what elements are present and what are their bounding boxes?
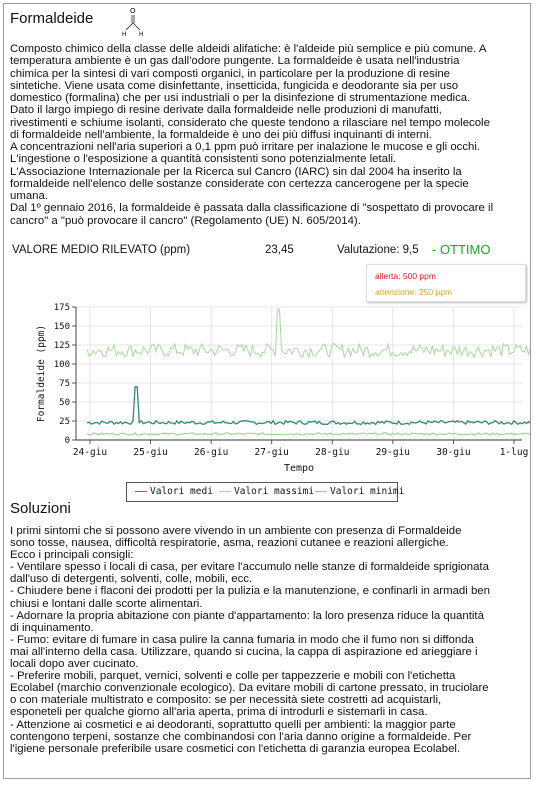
- x-tick-label: 1-lug: [499, 447, 529, 458]
- intro-line: temperatura ambiente è un gas dall'odore pungente. La formaldeide è usata nell'industria: [10, 55, 460, 68]
- page: [3, 3, 531, 779]
- legend-swatch: [219, 491, 231, 492]
- formaldehyde-molecule-icon: [121, 5, 145, 37]
- solution-line: mai all'interno della casa. Utilizzare, quando si cucina, la cappa di aspirazione ed arieggiare i: [10, 645, 478, 658]
- reading-label: VALORE MEDIO RILEVATO (ppm): [12, 244, 191, 256]
- solution-line: - Ventilare spesso i locali di casa, per evitare l'accumulo nelle stanze di formaldeide sprigionata: [10, 561, 489, 574]
- y-tick-label: 75: [59, 379, 70, 389]
- legend-item: [219, 486, 314, 497]
- y-tick-label: 100: [53, 360, 70, 370]
- y-tick-label: 50: [59, 398, 70, 408]
- solutions-title: Soluzioni: [10, 500, 71, 517]
- formaldehyde-chart: [4, 302, 530, 482]
- solution-line: - Chiudere bene i flaconi dei prodotti per la pulizia e la manutenzione, e confinarli in armadi ben: [10, 585, 490, 598]
- threshold-box: [366, 264, 526, 302]
- solution-line: sono tosse, nausea, difficoltà respiratorie, asma, reazioni cutanee e reazioni allergiche.: [10, 537, 449, 550]
- solution-line: l'igiene personale preferibile usare cosmetici con l'etichetta di garanzia europea Ecolabel.: [10, 742, 461, 755]
- svg-text:O: O: [130, 7, 136, 15]
- x-tick-label: 30-giu: [436, 447, 471, 458]
- y-tick-label: 25: [59, 417, 70, 427]
- legend-item: [135, 486, 213, 497]
- x-tick-label: 26-giu: [193, 447, 229, 458]
- solutions-paragraph: [10, 525, 522, 755]
- series-line-2: [87, 433, 530, 435]
- intro-line: domestico (formalina) che per usi industriali o per la disinfezione di strumentazione medica.: [10, 92, 471, 104]
- page-title: Formaldeide: [10, 10, 94, 27]
- intro-line: chimica per la sintesi di vari composti organici, in particolare per la produzione di resine: [10, 67, 451, 80]
- y-tick-label: 175: [53, 303, 70, 313]
- intro-line: Dal 1º gennaio 2016, la formaldeide è passata dalla classificazione di "sospettato di provocare il: [10, 202, 494, 215]
- reading-value: 23,45: [265, 244, 294, 256]
- intro-line: sintetiche. Viene usata come disinfettante, insetticida, fungicida e deodorante sia per uso: [10, 79, 459, 92]
- solution-line: Ecolabel (marchio convenzionale ecologico). Da evitare mobili di cartone pressato, in truciolare: [10, 682, 489, 695]
- solution-line: - Preferire mobili, parquet, vernici, solventi e colle per tappezzerie e mobili con l'etichetta: [10, 670, 456, 683]
- intro-line: Composto chimico della classe delle aldeidi alifatiche: è l'aldeide più semplice e più comune. A: [10, 43, 487, 55]
- intro-line: L'ingestione o l'esposizione a quantità consistenti sono potenzialmente letali.: [10, 153, 397, 166]
- legend-label: Valori massimi: [234, 486, 315, 497]
- intro-paragraph: [10, 43, 522, 227]
- rating-word: - OTTIMO: [432, 242, 491, 257]
- rating-label: Valutazione: 9,5: [337, 244, 419, 256]
- intro-line: rivestimenti e schiume isolanti, considerato che queste tendono a rilasciare nel tempo molecole: [10, 116, 490, 129]
- y-tick-label: 125: [53, 341, 70, 351]
- x-tick-label: 29-giu: [375, 447, 411, 458]
- intro-line: formaldeide nell'elenco delle sostanze considerate con certezza cancerogene per la specie: [10, 177, 469, 190]
- legend-label: Valori minimi: [330, 486, 405, 497]
- solution-line: Ecco i principali consigli:: [10, 549, 134, 562]
- x-tick-label: 27-giu: [254, 447, 289, 458]
- x-axis-label: Tempo: [283, 463, 315, 474]
- intro-line: L'Associazione Internazionale per la Ricerca sul Cancro (IARC) sin dal 2004 ha inserito la: [10, 165, 462, 178]
- solution-line: - Attenzione ai cosmetici e ai deodoranti, soprattutto quelli per ambienti: la maggior parte: [10, 718, 456, 731]
- intro-line: cancro" a "può provocare il cancro" (Regolamento (UE) N. 605/2014).: [10, 214, 361, 227]
- intro-line: A concentrazioni nell'aria superiori a 0,1 ppm può irritare per inalazione le mucose e gli occhi.: [10, 141, 481, 153]
- intro-line: umana.: [10, 190, 48, 202]
- solution-line: I primi sintomi che si possono avere vivendo in un ambiente con presenza di Formaldeide: [10, 525, 462, 537]
- x-tick-label: 28-giu: [315, 447, 350, 458]
- legend-swatch: [135, 491, 147, 492]
- svg-text:H: H: [122, 31, 127, 37]
- series-line-0: [87, 387, 530, 425]
- y-axis-label: Formaldeide (ppm): [36, 324, 47, 423]
- solution-line: - Adornare la propria abitazione con piante d'appartamento: la loro presenza riduce la quantità: [10, 609, 484, 622]
- solution-line: o con materiale multistrato e composito: se per necessità siete costretti ad acquistarli,: [10, 694, 442, 707]
- solution-line: contengono terpeni, sostanze che combinandosi con l'aria danno origine a formaldeide. Per: [10, 730, 472, 743]
- intro-line: Dato il largo impiego di resine derivate dalla formaldeide nelle produzioni di manufatti,: [10, 104, 442, 117]
- svg-text:H: H: [139, 31, 144, 37]
- x-tick-label: 24-giu: [72, 447, 108, 458]
- legend-label: Valori medi: [150, 486, 213, 497]
- solution-line: di inquinamento.: [10, 621, 94, 634]
- solution-line: locali dopo aver cucinato.: [10, 658, 139, 671]
- alert-threshold: allerta: 500 ppm: [375, 271, 436, 281]
- y-tick-label: 0: [64, 436, 70, 446]
- x-tick-label: 25-giu: [133, 447, 168, 458]
- y-tick-label: 150: [53, 322, 70, 332]
- solution-line: chiusi e lontani dalle scorte alimentari.: [10, 597, 203, 610]
- attention-threshold: attenzione: 250 ppm: [375, 287, 453, 297]
- solution-line: dall'uso di detergenti, solventi, colle, mobili, ecc.: [10, 573, 253, 586]
- legend-item: [315, 486, 404, 497]
- chart-legend: [126, 482, 405, 502]
- intro-line: di formaldeide nell'ambiente, la formaldeide è uno dei più diffusi inquinanti di interni.: [10, 128, 432, 141]
- legend-swatch: [315, 491, 327, 492]
- series-line-1: [87, 309, 530, 357]
- solution-line: esponeteli per qualche giorno all'aria aperta, prima di introdurli e sistemarli in casa.: [10, 706, 428, 719]
- solution-line: - Fumo: evitare di fumare in casa pulire la canna fumaria in modo che il fumo non si diffonda: [10, 633, 474, 646]
